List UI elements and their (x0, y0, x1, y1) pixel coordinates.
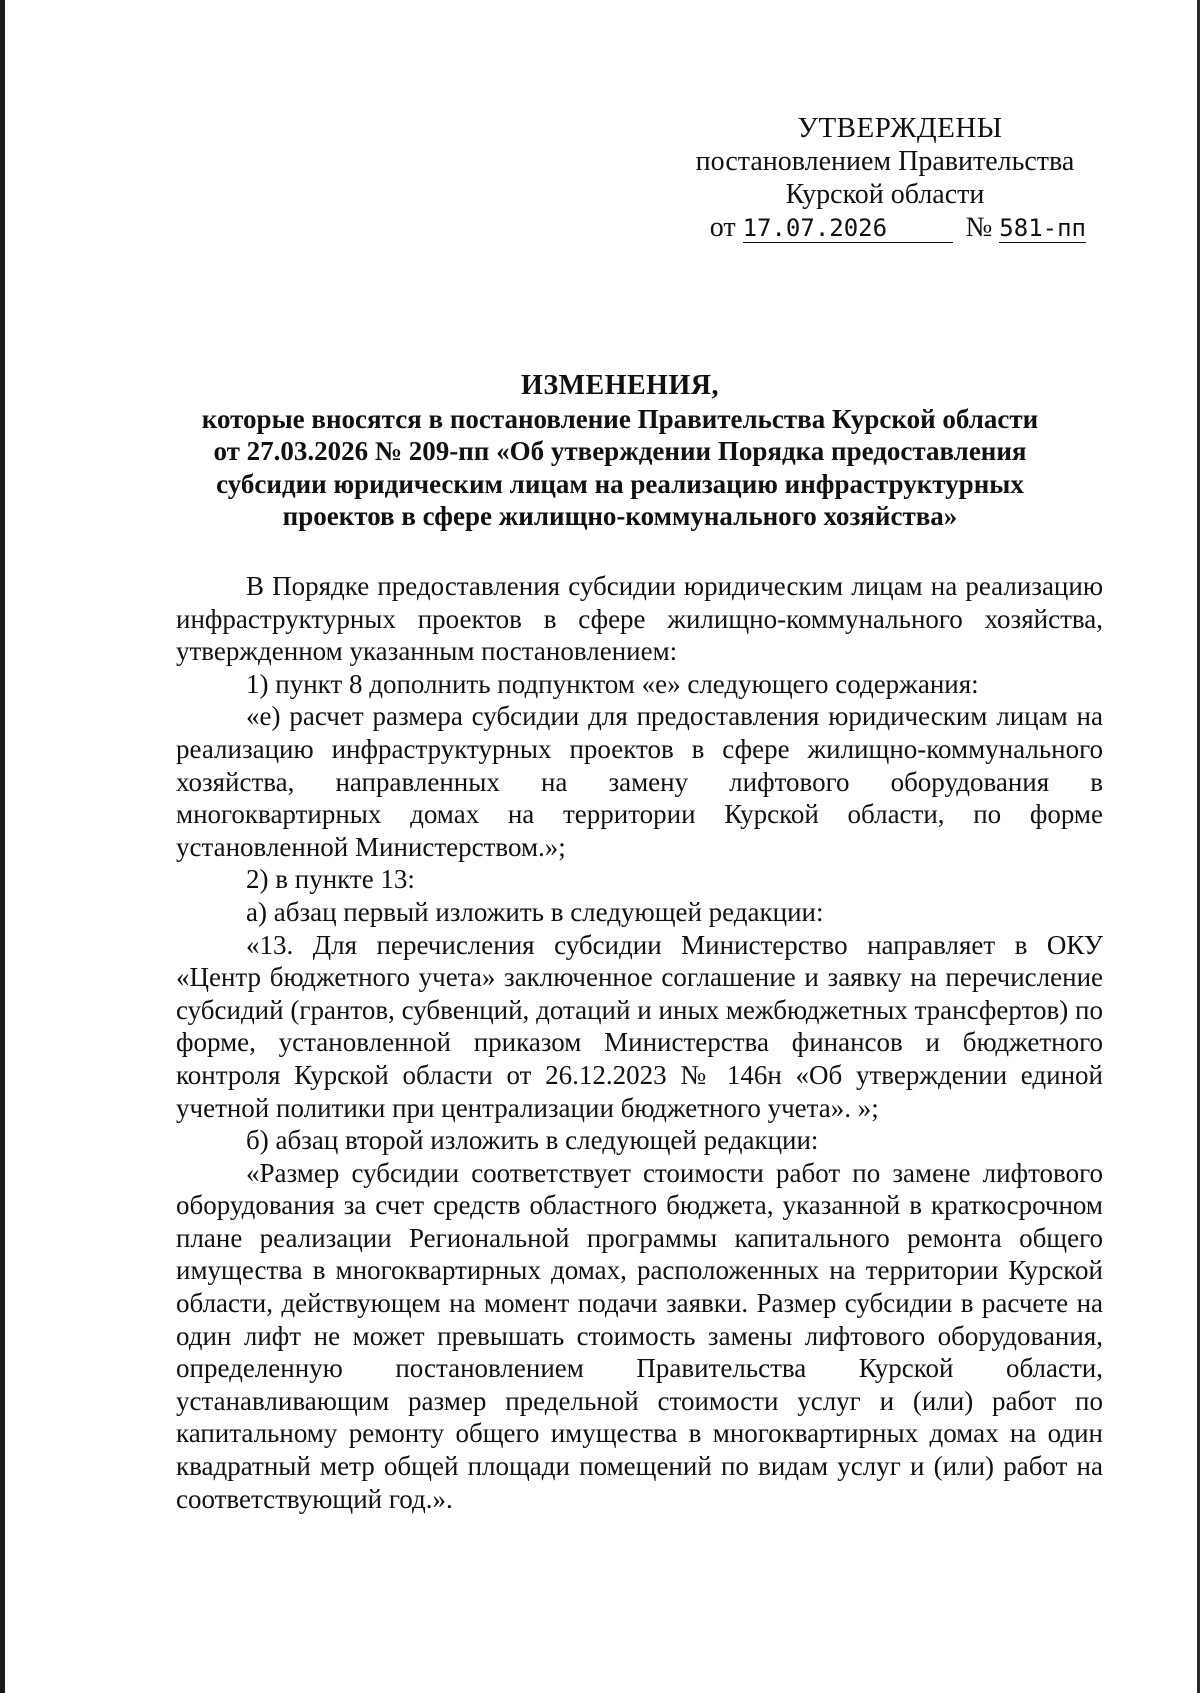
date-prefix: от (709, 212, 736, 243)
approval-heading: УТВЕРЖДЕНЫ (797, 112, 1003, 144)
title-main: ИЗМЕНЕНИЯ, (521, 370, 719, 401)
document-title (150, 370, 1090, 533)
paragraph-item-1: 1) пункт 8 дополнить подпунктом «е» следующего содержания: (246, 668, 979, 699)
approval-date-line (680, 211, 1090, 244)
paragraph-subitem-e: «е) расчет размера субсидии для предоставления юридическим лицам на реализацию инфраструктурных проектов в сфере жилищно-коммунального хозяйства, направленных на замену лифтового оборудования в многоквартирных домах на территории Курской области, по форме установленной Министерством.»; (176, 701, 1103, 862)
approval-line-2: Курской области (785, 179, 985, 210)
approval-line-1: постановлением Правительства (695, 146, 1075, 177)
document-body (176, 570, 1103, 1515)
paragraph-intro: В Порядке предоставления субсидии юридическим лицам на реализацию инфраструктурных проектов в сфере жилищно-коммунального хозяйства, утвержденном указанным постановлением: (176, 571, 1103, 667)
paragraph-subitem-b: б) абзац второй изложить в следующей редакции: (246, 1125, 819, 1156)
date-value: 17.07.2026 (742, 214, 888, 242)
paragraph-clause-13: «13. Для перечисления субсидии Министерство направляет в ОКУ «Центр бюджетного учета» заключенное соглашение и заявку на перечисление субсидий (грантов, субвенций, дотаций и иных межбюджетных трансфертов) по форме, установленной приказом Министерства финансов и бюджетного контроля Курской области от 26.12.2023 № 146н «Об утверждении единой учетной политики при централизации бюджетного учета». »; (176, 929, 1103, 1123)
title-line-4: проектов в сфере жилищно-коммунального хозяйства» (282, 501, 958, 531)
paragraph-subitem-a: а) абзац первый изложить в следующей редакции: (246, 896, 824, 927)
scan-edge-left (0, 0, 5, 1693)
number-value: 581-пп (999, 214, 1086, 242)
date-field (743, 214, 953, 243)
paragraph-subsidy-size: «Размер субсидии соответствует стоимости работ по замене лифтового оборудования за счет средств областного бюджета, указанной в краткосрочном плане реализации Региональной программы капитального ремонта общего имущества в многоквартирных домах, расположенных на территории Курской области, действующем на момент подачи заявки. Размер субсидии в расчете на один лифт не может превышать стоимость замены лифтового оборудования, определенную постановлением Правительства Курской области, устанавливающим размер предельной стоимости услуг и (или) работ по капитальному ремонту общего имущества в многоквартирных домах на один квадратный метр общей площади помещений по видам услуг и (или) работ на соответствующий год.». (176, 1157, 1103, 1514)
title-line-3: субсидии юридическим лицам на реализацию инфраструктурных (216, 468, 1024, 499)
title-line-2: от 27.03.2026 № 209-пп «Об утверждении Порядка предоставления (213, 436, 1027, 466)
number-prefix: № (965, 212, 993, 243)
number-field (999, 214, 1086, 243)
paragraph-item-2: 2) в пункте 13: (246, 864, 415, 895)
title-line-1: которые вносятся в постановление Правительства Курской области (201, 403, 1039, 434)
approval-stamp (680, 112, 1090, 244)
